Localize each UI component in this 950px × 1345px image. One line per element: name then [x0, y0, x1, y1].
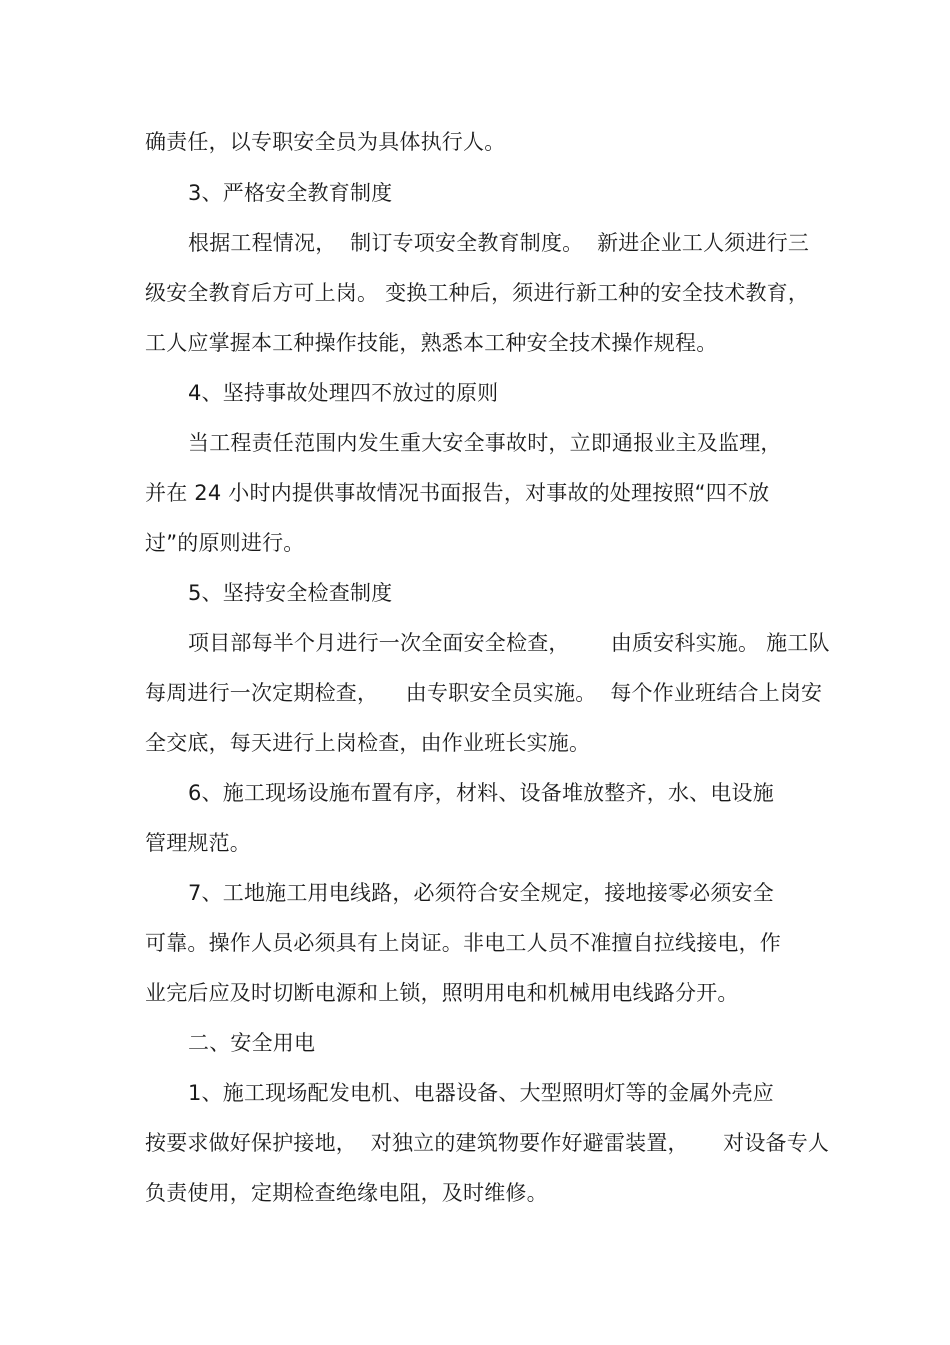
paragraph-line: 业完后应及时切断电源和上锁，照明用电和机械用电线路分开。: [145, 981, 739, 1005]
paragraph-line: 管理规范。: [145, 831, 251, 855]
paragraph-line: 1、施工现场配发电机、电器设备、大型照明灯等的金属外壳应: [188, 1081, 774, 1105]
section-heading: 4、坚持事故处理四不放过的原则: [188, 381, 499, 405]
paragraph-line: 每周进行一次定期检查， 由专职安全员实施。 每个作业班结合上岗安: [145, 681, 823, 705]
paragraph-line: 工人应掌握本工种操作技能，熟悉本工种安全技术操作规程。: [145, 331, 718, 355]
paragraph-line: 级安全教育后方可上岗。 变换工种后，须进行新工种的安全技术教育，: [145, 281, 810, 305]
paragraph-line: 当工程责任范围内发生重大安全事故时，立即通报业主及监理，: [188, 431, 782, 455]
paragraph-line: 6、施工现场设施布置有序，材料、设备堆放整齐，水、电设施: [188, 781, 774, 805]
paragraph-line: 确责任，以专职安全员为具体执行人。: [145, 130, 506, 154]
paragraph-line: 根据工程情况， 制订专项安全教育制度。 新进企业工人须进行三: [188, 231, 810, 255]
paragraph-line: 并在 24 小时内提供事故情况书面报告，对事故的处理按照“四不放: [145, 481, 770, 505]
paragraph-line: 按要求做好保护接地， 对独立的建筑物要作好避雷装置， 对设备专人: [145, 1131, 830, 1155]
paragraph-line: 过”的原则进行。: [145, 531, 305, 555]
section-heading: 5、坚持安全检查制度: [188, 581, 393, 605]
paragraph-line: 负责使用，定期检查绝缘电阻，及时维修。: [145, 1181, 548, 1205]
paragraph-line: 可靠。操作人员必须具有上岗证。非电工人员不准擅自拉线接电，作: [145, 931, 781, 955]
paragraph-line: 7、工地施工用电线路，必须符合安全规定，接地接零必须安全: [188, 881, 774, 905]
section-heading: 二、安全用电: [188, 1031, 316, 1055]
paragraph-line: 全交底，每天进行上岗检查，由作业班长实施。: [145, 731, 591, 755]
section-heading: 3、严格安全教育制度: [188, 181, 393, 205]
paragraph-line: 项目部每半个月进行一次全面安全检查， 由质安科实施。 施工队: [188, 631, 830, 655]
